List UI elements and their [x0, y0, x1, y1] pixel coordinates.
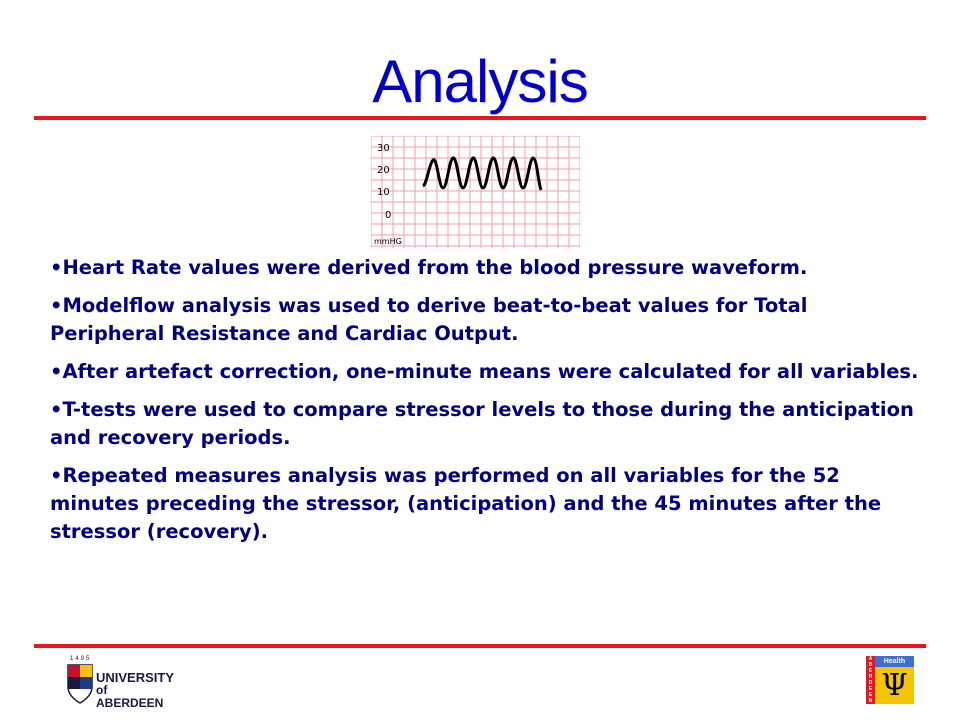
analysis-bullet-list	[50, 254, 920, 556]
health-strip-letter: N	[868, 698, 873, 704]
health-strip-letter: B	[868, 662, 873, 668]
bullet-item	[50, 396, 920, 452]
footer-divider	[34, 644, 926, 648]
university-year: 1495	[70, 656, 92, 662]
university-of-aberdeen-logo	[66, 656, 175, 710]
bullet-marker: •	[50, 464, 63, 487]
bullet-text: Modelflow analysis was used to derive beat-to-beat values for Total Peripheral Resistance and Cardiac Output.	[50, 294, 808, 345]
crest-icon	[66, 663, 94, 705]
bullet-item	[50, 358, 920, 386]
y-tick-label: 30	[377, 143, 390, 154]
y-tick-label: 20	[377, 165, 390, 176]
health-logo-strip	[866, 656, 875, 704]
y-tick-label: 10	[377, 187, 390, 198]
health-strip-letter: E	[868, 692, 873, 698]
bullet-marker: •	[50, 398, 63, 421]
bullet-item	[50, 292, 920, 348]
health-strip-letter: D	[868, 680, 873, 686]
bullet-marker: •	[50, 256, 63, 279]
bullet-text: Heart Rate values were derived from the blood pressure waveform.	[62, 256, 808, 279]
aberdeen-health-logo	[866, 656, 914, 704]
unit-label: mmHG	[374, 237, 402, 246]
health-strip-letter: R	[868, 674, 873, 680]
bullet-text: After artefact correction, one-minute means were calculated for all variables.	[62, 360, 919, 383]
health-strip-letter: A	[868, 656, 873, 662]
bullet-text: Repeated measures analysis was performed on all variables for the 52 minutes preceding the stressor, (anticipation) and the 45 minutes after the stressor (recovery).	[50, 464, 882, 543]
title-divider	[34, 116, 926, 120]
health-strip-letter: E	[868, 686, 873, 692]
health-logo-label: Health	[875, 656, 914, 667]
y-tick-label: 0	[385, 210, 392, 221]
psi-icon: Ψ	[875, 667, 914, 704]
bullet-item	[50, 254, 920, 282]
slide-title: Analysis	[372, 48, 588, 115]
university-name-line1: UNIVERSITY	[96, 670, 175, 685]
bullet-item	[50, 462, 920, 546]
blood-pressure-waveform-image	[371, 136, 580, 248]
bullet-text: T-tests were used to compare stressor levels to those during the anticipation and recovery periods.	[50, 398, 914, 449]
bullet-marker: •	[50, 360, 63, 383]
bullet-marker: •	[50, 294, 63, 317]
university-name-line2: of ABERDEEN	[96, 683, 164, 710]
health-strip-letter: E	[868, 668, 873, 674]
